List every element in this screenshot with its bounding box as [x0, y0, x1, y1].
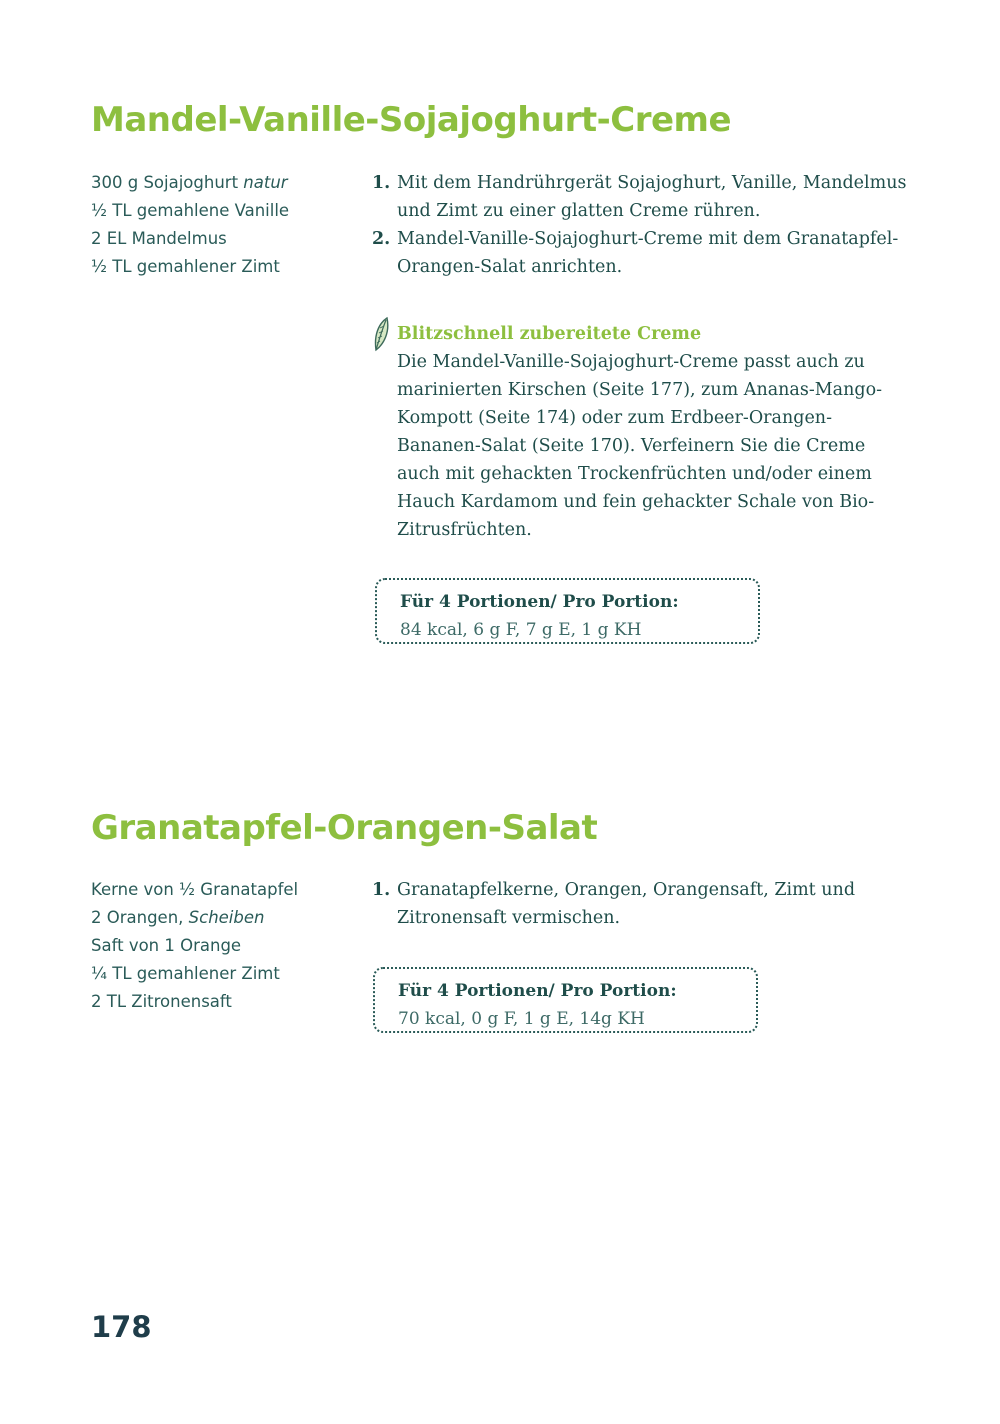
ingredient-item: 2 Orangen, Scheiben	[91, 908, 265, 927]
step-text: Mandel-Vanille-Sojajoghurt-Creme mit dem Granatapfel-Orangen-Salat anrichten.	[397, 229, 899, 277]
recipe-title: Mandel-Vanille-Sojajoghurt-Creme	[91, 100, 732, 140]
step-number: 1.	[372, 880, 391, 900]
step-item	[372, 876, 912, 932]
step-item	[372, 225, 912, 281]
ingredient-item: Saft von 1 Orange	[91, 936, 242, 955]
page-number: 178	[91, 1310, 152, 1344]
nutrition-box	[375, 578, 760, 644]
nutrition-values: 84 kcal, 6 g F, 7 g E, 1 g KH	[400, 620, 642, 640]
step-number: 1.	[372, 173, 391, 193]
ingredient-item: ¼ TL gemahlener Zimt	[91, 964, 280, 983]
ingredient-item: 300 g Sojajoghurt natur	[91, 173, 288, 192]
nutrition-box	[373, 967, 758, 1033]
ingredient-item: 2 TL Zitronensaft	[91, 992, 232, 1011]
ingredient-item: 2 EL Mandelmus	[91, 229, 227, 248]
instruction-steps	[372, 876, 912, 932]
recipe-title: Granatapfel-Orangen-Salat	[91, 808, 598, 848]
tip-box	[372, 320, 912, 544]
nutrition-title: Für 4 Portionen/ Pro Portion:	[398, 981, 677, 1001]
step-item	[372, 169, 912, 225]
leaf-icon	[372, 316, 392, 354]
step-text: Granatapfelkerne, Orangen, Orangensaft, Zimt und Zitronensaft vermischen.	[397, 880, 856, 928]
step-text: Mit dem Handrührgerät Sojajoghurt, Vanille, Mandelmus und Zimt zu einer glatten Creme rühren.	[397, 173, 907, 221]
tip-text: Die Mandel-Vanille-Sojajoghurt-Creme passt auch zu marinierten Kirschen (Seite 177), zum Ananas-Mango-Kompott (Seite 174) oder zum Erdbeer-Orangen-Bananen-Salat (Seite 170). Verfeinern Sie die Creme auch mit gehackten Trockenfrüchten und/oder einem Hauch Kardamom und fein gehackter Schale von Bio-Zitrusfrüchten.	[397, 352, 883, 540]
nutrition-title: Für 4 Portionen/ Pro Portion:	[400, 592, 679, 612]
tip-title: Blitzschnell zubereitete Creme	[397, 324, 702, 344]
instruction-steps	[372, 169, 912, 281]
ingredient-item: ½ TL gemahlene Vanille	[91, 201, 290, 220]
ingredient-list	[91, 169, 351, 281]
ingredient-item: Kerne von ½ Granatapfel	[91, 880, 299, 899]
ingredient-item: ½ TL gemahlener Zimt	[91, 257, 280, 276]
nutrition-values: 70 kcal, 0 g F, 1 g E, 14g KH	[398, 1009, 645, 1029]
ingredient-list	[91, 876, 351, 1016]
step-number: 2.	[372, 229, 391, 249]
